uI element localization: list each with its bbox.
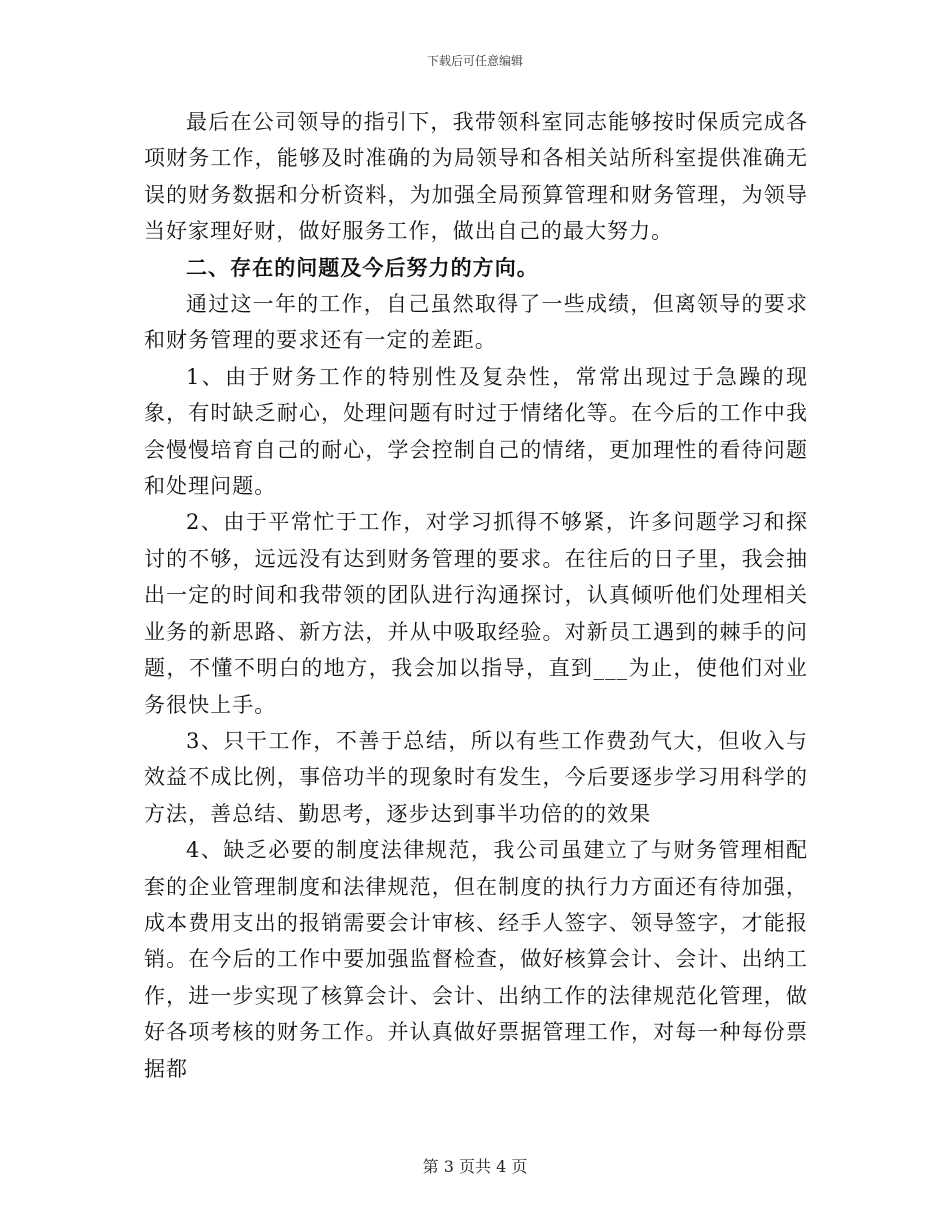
section-heading: 二、存在的问题及今后努力的方向。 [186,255,539,280]
paragraph-intro: 通过这一年的工作，自己虽然取得了一些成绩，但离领导的要求和财务管理的要求还有一定的差距。 [144,292,808,353]
page-footer: 第 3 页共 4 页 [422,1157,528,1176]
list-item-2: 2、由于平常忙于工作，对学习抓得不够紧，许多问题学习和探讨的不够，远远没有达到财务管理的要求。在往后的日子里，我会抽出一定的时间和我带领的团队进行沟通探讨，认真倾听他们处理相关业务的新思路、新方法，并从中吸取经验。对新员工遇到的棘手的问题，不懂不明白的地方，我会加以指导，直到___为止，使他们对业务很快上手。 [144,510,808,717]
list-item-3: 3、只干工作，不善于总结，所以有些工作费劲气大，但收入与效益不成比例，事倍功半的现象时有发生，今后要逐步学习用科学的方法，善总结、勤思考，逐步达到事半功倍的的效果 [144,728,808,826]
list-item-4: 4、缺乏必要的制度法律规范，我公司虽建立了与财务管理相配套的企业管理制度和法律规范，但在制度的执行力方面还有待加强，成本费用支出的报销需要会计审核、经手人签字、领导签字，才能报销。在今后的工作中要加强监督检查，做好核算会计、会计、出纳工作，进一步实现了核算会计、会计、出纳工作的法律规范化管理，做好各项考核的财务工作。并认真做好票据管理工作，对每一种每份票据都 [144,838,808,1081]
paragraph-summary: 最后在公司领导的指引下，我带领科室同志能够按时保质完成各项财务工作，能够及时准确的为局领导和各相关站所科室提供准确无误的财务数据和分析资料，为加强全局预算管理和财务管理，为领导当好家理好财，做好服务工作，做出自己的最大努力。 [144,110,808,244]
list-item-1: 1、由于财务工作的特别性及复杂性，常常出现过于急躁的现象，有时缺乏耐心，处理问题有时过于情绪化等。在今后的工作中我会慢慢培育自己的耐心，学会控制自己的情绪，更加理性的看待问题和处理问题。 [144,364,808,499]
document-body [144,104,808,1087]
page-header: 下载后可任意编辑 [426,54,523,68]
